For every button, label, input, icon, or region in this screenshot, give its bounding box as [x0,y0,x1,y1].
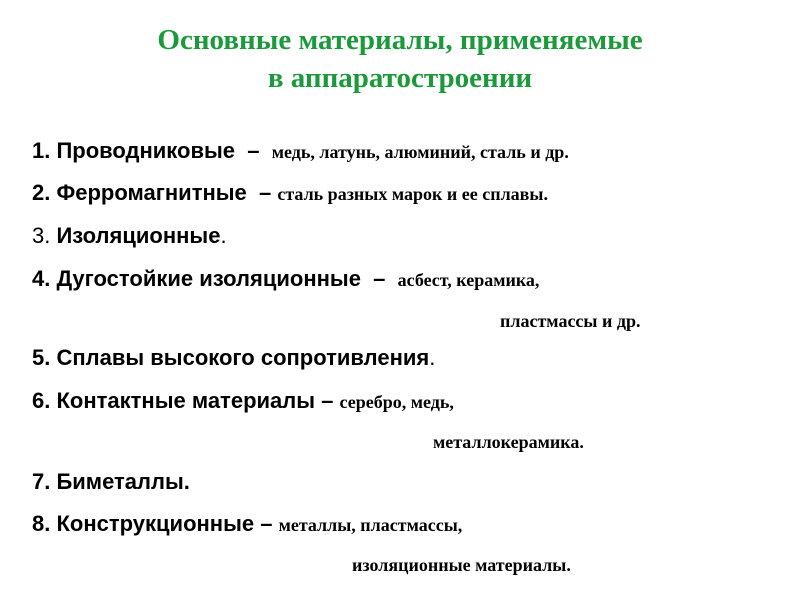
slide-title-line-2: в аппаратостроении [267,62,533,94]
list-item-4 [32,264,539,297]
item-1-dash: – [235,138,272,163]
list-item-6 [32,386,454,419]
list-item-8 [32,509,462,542]
item-6-label: 6. Контактные материалы [32,388,316,413]
item-7-label: 7. Биметаллы. [32,469,190,494]
list-item-1 [32,136,569,169]
item-2-dash: – [246,180,278,205]
item-4-description-continued: пластмассы и др. [500,311,641,331]
item-3-label: Изоляционные [56,223,221,248]
item-4-description: асбест, керамика, [397,270,540,290]
list-item-7 [32,467,190,500]
item-8-description-continued: изоляционные материалы. [352,555,571,575]
item-8-description: металлы, пластмассы, [278,515,463,535]
item-6-description-continued: металлокерамика. [433,432,584,452]
item-2-description: сталь разных марок и ее сплавы. [277,184,548,204]
item-3-number: 3. [32,223,57,248]
item-6-dash: – [315,388,340,413]
slide-title-line-1: Основные материалы, применяемые [157,24,643,56]
item-1-label: 1. Проводниковые [32,138,236,163]
list-item-5 [32,343,435,376]
item-5-period: . [429,345,436,370]
item-6-description: серебро, медь, [339,392,454,412]
list-item-3 [32,221,227,254]
item-8-dash: – [254,511,279,536]
item-4-label: 4. Дугостойкие изоляционные [32,266,361,291]
list-item-2 [32,178,548,211]
item-4-dash: – [360,266,398,291]
item-5-label: 5. Сплавы высокого сопротивления [32,345,430,370]
item-3-period: . [220,223,227,248]
item-1-description: медь, латунь, алюминий, сталь и др. [271,142,569,162]
item-8-label: 8. Конструкционные [32,511,255,536]
item-2-label: 2. Ферромагнитные [32,180,247,205]
